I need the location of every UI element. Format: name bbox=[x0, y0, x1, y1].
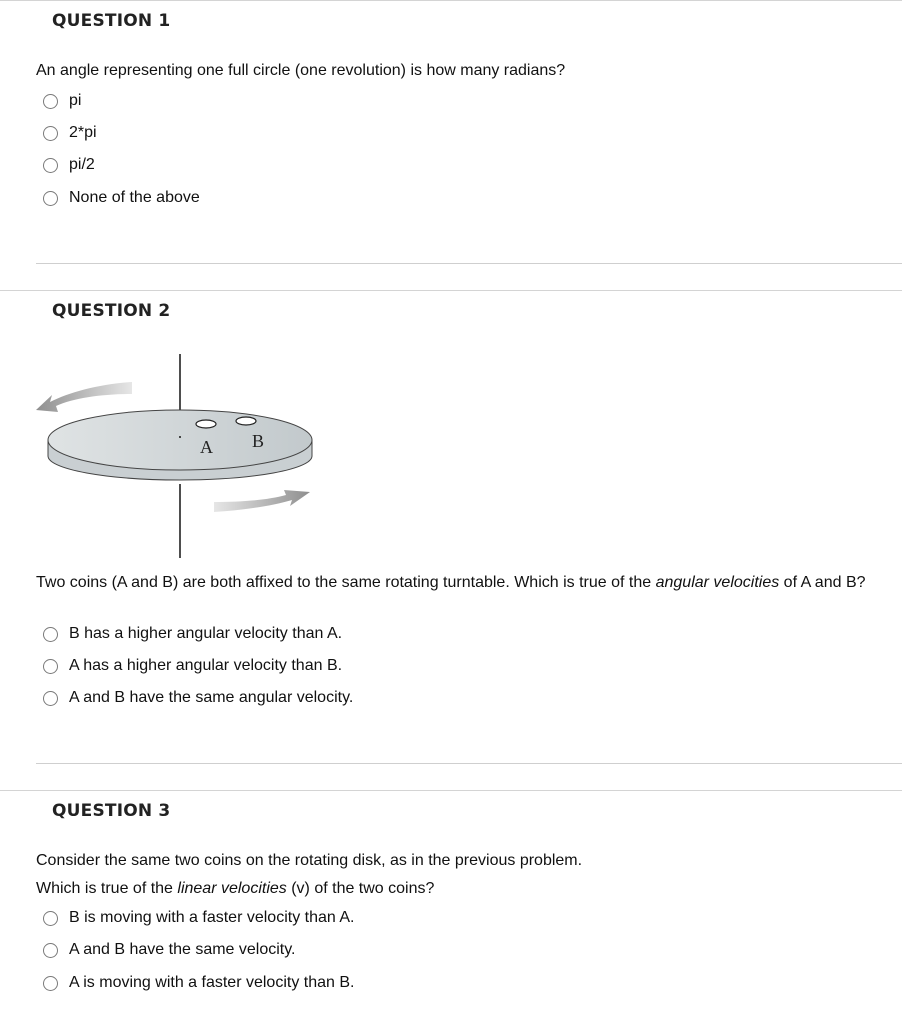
radio-button[interactable] bbox=[43, 94, 58, 109]
question-1-bottom-rule bbox=[36, 263, 902, 264]
radio-button[interactable] bbox=[43, 659, 58, 674]
question-3-option-1[interactable] bbox=[43, 908, 354, 928]
radio-button[interactable] bbox=[43, 191, 58, 206]
question-3-text-line-2: Which is true of the linear velocities (v) of the two coins? bbox=[36, 880, 435, 897]
option-label: None of the above bbox=[69, 189, 200, 206]
question-3-text-line-1: Consider the same two coins on the rotating disk, as in the previous problem. bbox=[36, 852, 583, 869]
option-label: A and B have the same velocity. bbox=[69, 941, 296, 958]
coin-b bbox=[236, 417, 256, 425]
radio-button[interactable] bbox=[43, 627, 58, 642]
question-3-title: QUESTION 3 bbox=[52, 801, 171, 821]
radio-button[interactable] bbox=[43, 911, 58, 926]
coin-a-label: A bbox=[200, 437, 213, 457]
question-2-text: Two coins (A and B) are both affixed to the same rotating turntable. Which is true of the angular velocities of A and B? bbox=[36, 574, 866, 591]
emphasis-text: linear velocities bbox=[177, 880, 287, 897]
option-label: B has a higher angular velocity than A. bbox=[69, 625, 343, 642]
rotation-arrow-right-icon bbox=[214, 490, 310, 512]
question-1-top-rule bbox=[0, 0, 902, 1]
option-label: B is moving with a faster velocity than A. bbox=[69, 909, 355, 926]
option-label: A has a higher angular velocity than B. bbox=[69, 657, 343, 674]
radio-button[interactable] bbox=[43, 976, 58, 991]
question-2-top-rule bbox=[0, 290, 902, 291]
question-3-top-rule bbox=[0, 790, 902, 791]
question-1-option-3[interactable] bbox=[43, 155, 95, 175]
coin-a bbox=[196, 420, 216, 428]
question-2-title: QUESTION 2 bbox=[52, 301, 171, 321]
question-2-option-1[interactable] bbox=[43, 624, 342, 644]
question-3-option-3[interactable] bbox=[43, 973, 354, 993]
question-2-option-3[interactable] bbox=[43, 688, 353, 708]
question-1-option-4[interactable] bbox=[43, 188, 200, 208]
option-label: A and B have the same angular velocity. bbox=[69, 689, 354, 706]
option-label: A is moving with a faster velocity than B. bbox=[69, 974, 355, 991]
radio-button[interactable] bbox=[43, 126, 58, 141]
coin-b-label: B bbox=[252, 431, 265, 451]
option-label: pi bbox=[69, 92, 82, 109]
question-2-option-2[interactable] bbox=[43, 656, 342, 676]
question-3-option-2[interactable] bbox=[43, 940, 296, 960]
question-1-option-2[interactable] bbox=[43, 123, 97, 143]
radio-button[interactable] bbox=[43, 943, 58, 958]
turntable-disk bbox=[48, 410, 312, 470]
question-1-title: QUESTION 1 bbox=[52, 11, 171, 31]
question-1-option-1[interactable] bbox=[43, 91, 81, 111]
question-2-bottom-rule bbox=[36, 763, 902, 764]
rotation-arrow-left-icon bbox=[36, 382, 132, 412]
emphasis-text: angular velocities bbox=[655, 574, 780, 591]
question-1-text: An angle representing one full circle (one revolution) is how many radians? bbox=[36, 62, 566, 79]
turntable-figure bbox=[30, 350, 330, 562]
radio-button[interactable] bbox=[43, 691, 58, 706]
option-label: pi/2 bbox=[69, 156, 95, 173]
option-label: 2*pi bbox=[69, 124, 97, 141]
radio-button[interactable] bbox=[43, 158, 58, 173]
